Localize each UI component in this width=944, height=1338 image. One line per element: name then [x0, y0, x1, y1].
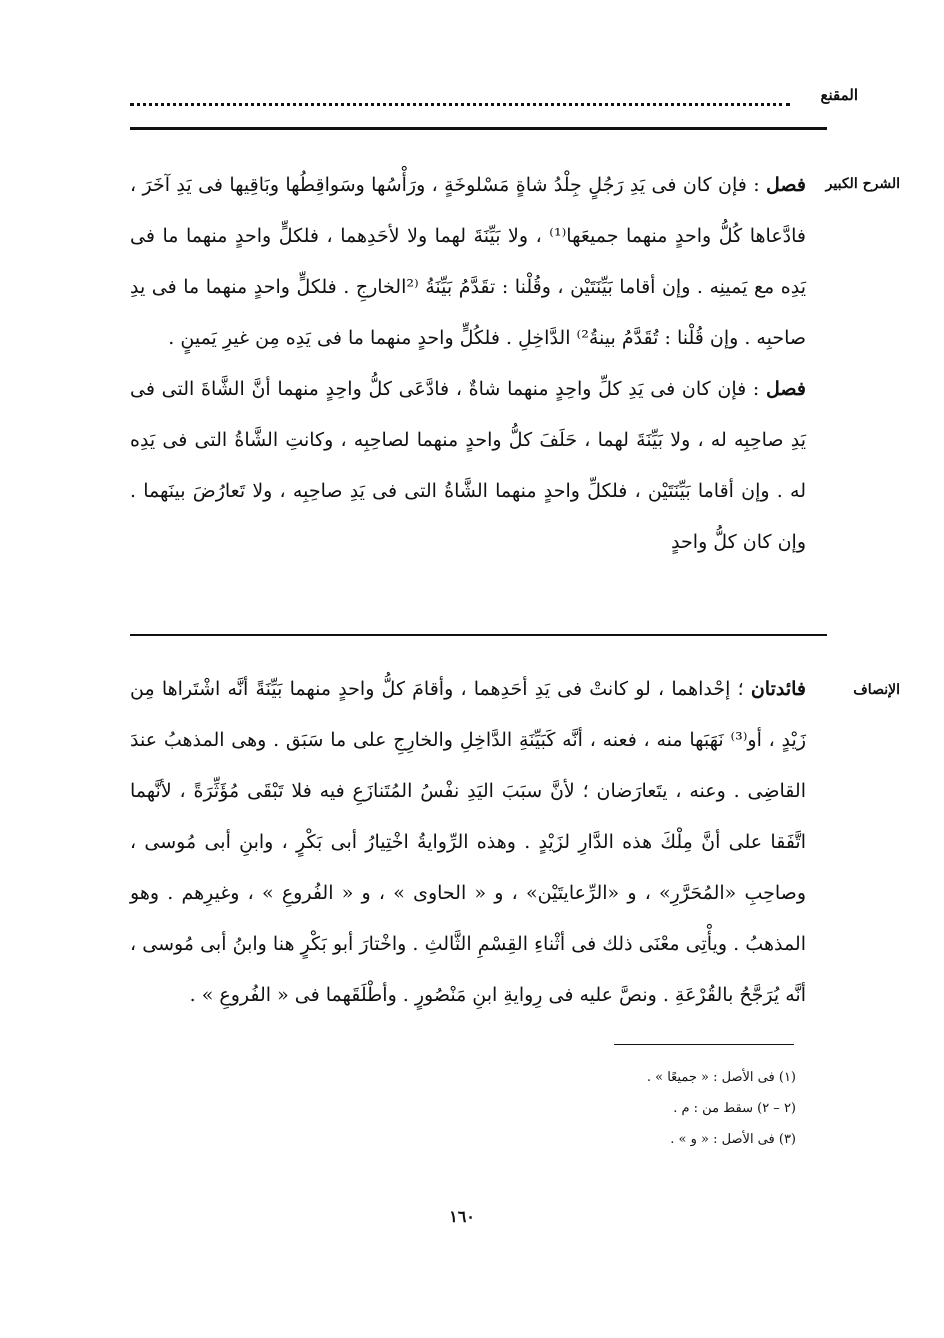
- page-number: ١٦٠: [449, 1207, 475, 1226]
- running-title: المقنع: [820, 86, 858, 104]
- footnote-rule: [614, 1044, 794, 1045]
- paragraph-body: : فإن كان فى يَدِ كلِّ واحِدٍ منهما شاةٌ ، فادَّعَى كلُّ واحِدٍ منهما أنَّ الشَّاةَ التى فى يَدِ صاحِبِه له ، ولا بَيِّنَةَ لهما ، حَلَفَ كلُّ واحدٍ منهما لصاحِبِه ، وكانتِ الشَّاةُ التى فى يَدِه له . وإن أقاما بَيِّنَتَيْن ، فلكلِّ واحدٍ منهما الشَّاةُ التى فى يَدِ صاحِبِه ، ولا تَعارُضَ بينَهما . وإن كان كلُّ واحدٍ: [130, 378, 806, 553]
- paragraph-lead: فائدتان: [750, 678, 806, 700]
- paragraph-body: ؛ إحْداهما ، لو كانتْ فى يَدِ أحَدِهما ، وأقامَ كلُّ واحدٍ منهما بَيِّنَةً أنَّه اشْتَراها مِن زَيْدٍ ، أو⁽³⁾ نَهَبَها منه ، فعنه ، أنَّه كَبَيِّنَةِ الدَّاخِلِ والخارِجِ على ما سَبَق . وهى المذهبُ عندَ القاضِى . وعنه ، يتَعارَضان ؛ لأنَّ سبَبَ اليَدِ نفْسُ المُتَنازَعِ فيه فلا تَبْقَى مُؤَثِّرَةً ، لأنَّهما اتَّفَقا على أنَّ مِلْكَ هذه الدَّارِ لزَيْدٍ . وهذه الرِّوايةُ اخْتِيارُ أبى بَكْرٍ ، وابنِ أبى مُوسى ، وصاحِبِ «المُحَرَّرِ» ، و «الرِّعايتَيْن» ، و « الحاوى » ، و « الفُروعِ » ، وغيرِهم . وهو المذهبُ . ويأْتِى معْنَى ذلك فى أثْناءِ القِسْمِ الثَّالثِ . واخْتارَ أبو بَكْرٍ هنا وابنُ أبى مُوسى ، أنَّه يُرَجَّحُ بالقُرْعَةِ . ونصَّ عليه فى رِوايةِ ابنِ مَنْصُورٍ . وأطْلَقَهما فى « الفُروعِ » .: [130, 678, 806, 1006]
- paragraph-lead: فصل: [766, 378, 806, 400]
- header-dotted-leader: [130, 86, 790, 106]
- footnotes: [430, 1062, 796, 1155]
- header-rule: [130, 127, 827, 130]
- footnote: (٣) فى الأصل : « و » .: [670, 1132, 796, 1147]
- insaf-label: الإنصاف: [853, 682, 900, 698]
- footnote: (٢ – ٢) سقط من : م .: [673, 1101, 796, 1116]
- sharh-paragraph-2: [130, 364, 806, 568]
- sharh-paragraph-1: [130, 160, 806, 364]
- sharh-section: [130, 160, 806, 568]
- footnote: (١) فى الأصل : « جميعًا » .: [646, 1070, 796, 1085]
- paragraph-lead: فصل: [766, 174, 806, 196]
- insaf-section: [130, 664, 806, 1021]
- sharh-label: الشرح الكبير: [825, 176, 900, 192]
- insaf-paragraph: [130, 664, 806, 1021]
- section-divider: [130, 634, 827, 636]
- paragraph-body: : فإن كان فى يَدِ رَجُلٍ جِلْدُ شاةٍ مَسْلوخَةٍ ، ورَأْسُها وسَواقِطُها وبَاقِيها فى يَدِ آخَرَ ، فادَّعاها كُلُّ واحدٍ منهما جميعَها⁽¹⁾ ، ولا بَيِّنَةَ لهما ولا لأحَدِهما ، فلكلٍّ واحدٍ منهما ما فى يَدِه مع يَمينِه . وإن أقاما بَيِّنَتَيْن ، وقُلْنا : تقَدَّمُ بَيِّنَةُ ⁽²الخارجِ . فلكلٍّ واحدٍ منهما ما فى يدِ صاحبِه . وإن قُلْنا : تُقَدَّمُ بينةُ²⁾ الدَّاخِلِ . فلكُلٍّ واحدٍ منهما ما فى يَدِه مِن غيرِ يَمينٍ .: [130, 174, 806, 349]
